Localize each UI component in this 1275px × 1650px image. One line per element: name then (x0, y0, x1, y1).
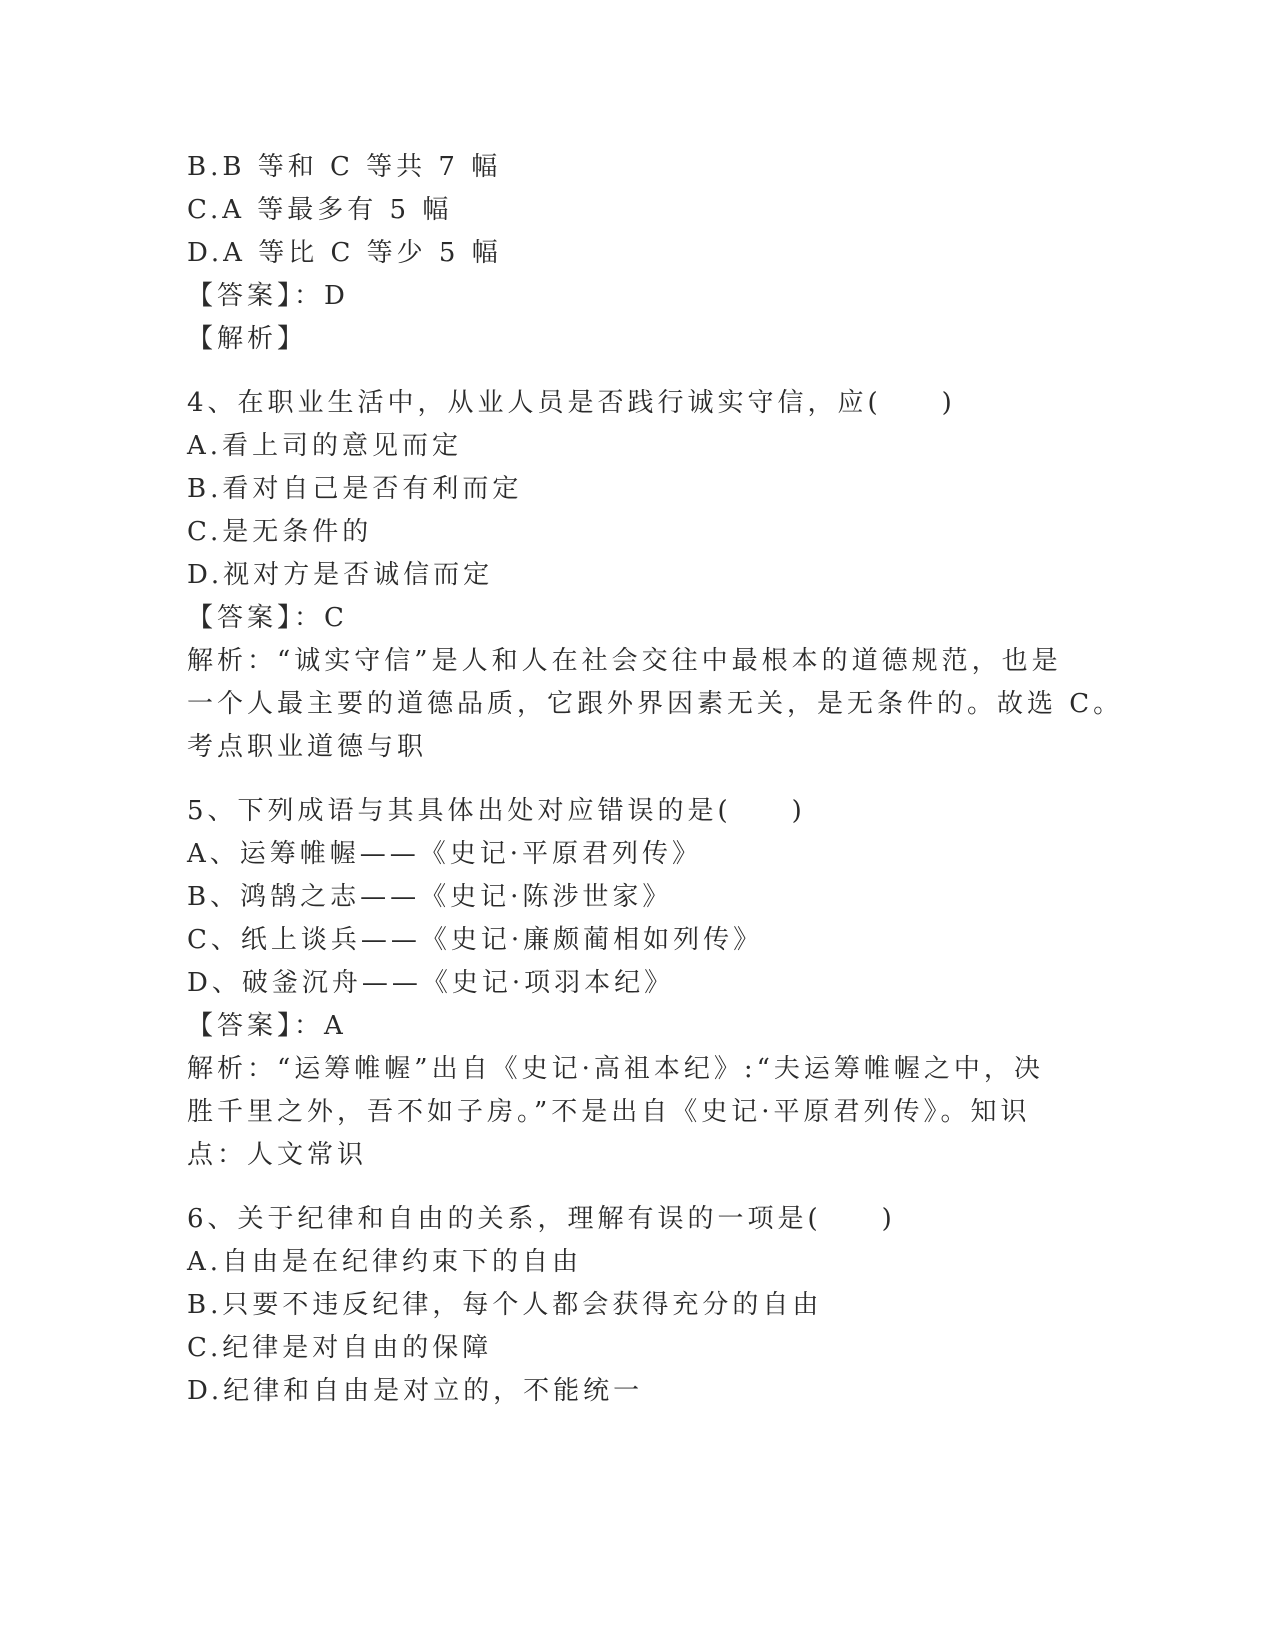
question-text: 5、下列成语与其具体出处对应错误的是( ) (187, 796, 806, 826)
option-d: D、破釜沉舟——《史记·项羽本纪》 (187, 968, 675, 998)
answer: 【答案】：D (187, 281, 349, 311)
option-c: C.纪律是对自由的保障 (187, 1333, 493, 1363)
analysis-line: 一个人最主要的道德品质，它跟外界因素无关，是无条件的。故选 C。 (187, 689, 1124, 719)
option-b: B、鸿鹄之志——《史记·陈涉世家》 (187, 882, 673, 912)
analysis-line: 解析：“诚实守信”是人和人在社会交往中最根本的道德规范，也是 (187, 646, 1062, 676)
analysis-line: 胜千里之外，吾不如子房。”不是出自《史记·平原君列传》。知识 (187, 1097, 1031, 1127)
option-b: B.看对自己是否有利而定 (187, 474, 523, 504)
analysis-line: 解析：“运筹帷幄”出自《史记·高祖本纪》:“夫运筹帷幄之中，决 (187, 1054, 1044, 1084)
option-a: A.看上司的意见而定 (187, 431, 463, 461)
option-c: C.是无条件的 (187, 517, 373, 547)
option-a: A、运筹帷幄——《史记·平原君列传》 (187, 839, 703, 869)
option-c: C、纸上谈兵——《史记·廉颇蔺相如列传》 (187, 925, 764, 955)
question-text: 6、关于纪律和自由的关系，理解有误的一项是( ) (187, 1204, 896, 1234)
document-page (187, 146, 1124, 1413)
analysis-line: 考点职业道德与职 (187, 732, 428, 762)
option-d: D.纪律和自由是对立的，不能统一 (187, 1376, 644, 1406)
answer: 【答案】：A (187, 1011, 347, 1041)
option-a: A.自由是在纪律约束下的自由 (187, 1247, 583, 1277)
question-6 (187, 1198, 1087, 1413)
question-3-tail (187, 146, 1087, 361)
option-d: D.视对方是否诚信而定 (187, 560, 494, 590)
option-c: C.A 等最多有 5 幅 (187, 195, 453, 225)
question-4 (187, 382, 1124, 769)
analysis-line: 点：人文常识 (187, 1140, 368, 1170)
option-b: B.B 等和 C 等共 7 幅 (187, 152, 502, 182)
option-d: D.A 等比 C 等少 5 幅 (187, 238, 502, 268)
analysis-heading: 【解析】 (187, 324, 308, 354)
option-b: B.只要不违反纪律，每个人都会获得充分的自由 (187, 1290, 823, 1320)
answer: 【答案】：C (187, 603, 348, 633)
question-text: 4、在职业生活中，从业人员是否践行诚实守信，应( ) (187, 388, 956, 418)
question-5 (187, 790, 1087, 1177)
